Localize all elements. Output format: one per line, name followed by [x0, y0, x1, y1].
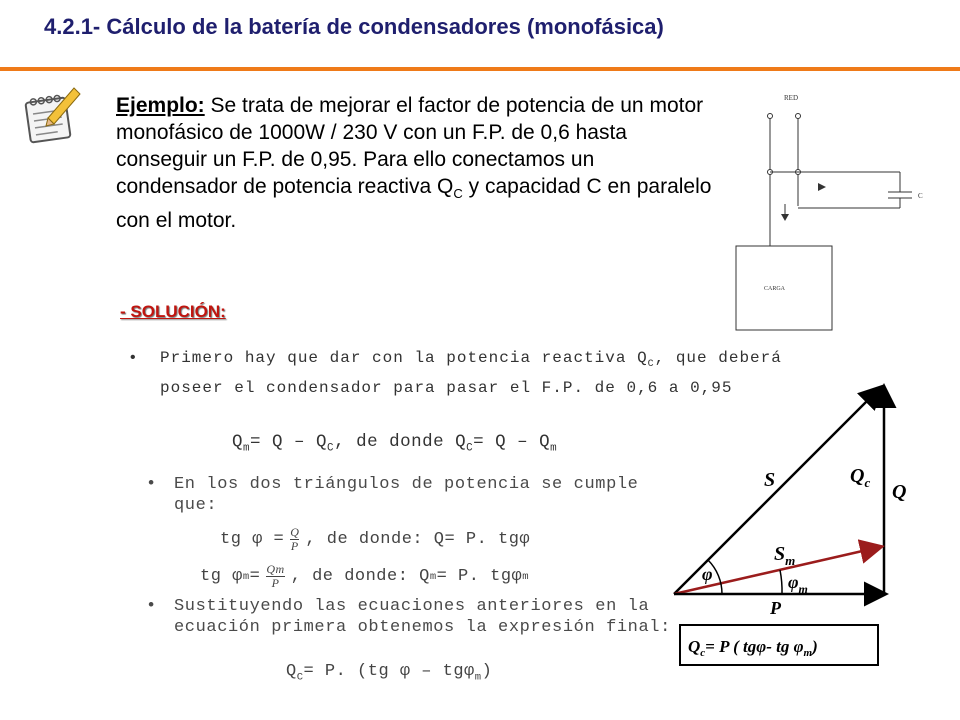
label-phi: φ — [702, 564, 713, 584]
equation-final: $Q_C= P$. (tg φ – tgφ$_m$) — [286, 662, 493, 684]
bullet-dot: • — [146, 597, 157, 616]
bullet-3 — [146, 596, 686, 638]
example-text: Se trata de mejorar el factor de potencia de un motor monofásico de 1000W / 230 V con un F.P. de 0,6 hasta conseguir un F.P. de 0,95. Para ello conectamos un condensador de potencia reactiva Q — [116, 94, 704, 198]
circuit-load-label: CARGA — [764, 286, 786, 292]
circuit-red-label: RED — [784, 94, 798, 102]
solution-heading: - SOLUCIÓN: — [120, 302, 226, 321]
label-s: S — [764, 469, 776, 491]
bullet-2 — [146, 474, 666, 516]
example-label: Ejemplo: — [116, 94, 205, 117]
bullet-1-text: Primero hay que dar con la potencia reactiva Q — [160, 349, 648, 367]
bullet-1-sub: C — [647, 358, 655, 370]
example-paragraph — [116, 92, 716, 234]
bullet-dot: • — [146, 475, 157, 494]
equation-tg-phi-m: tg φ m = $\frac{Qm}{P}$ , de donde: Q m = P. tgφ m — [200, 562, 530, 590]
title-divider — [0, 67, 960, 71]
equation-tg-phi: tg φ = $\frac{Q}{P}$ , de donde: Q= P. tgφ — [220, 525, 531, 553]
example-sub: C — [453, 186, 463, 202]
formula-text: $Q_c= P$ ( tgφ- tg $\varphi_m$) — [688, 637, 818, 659]
notepad-pencil-icon — [22, 86, 84, 148]
circuit-diagram — [730, 86, 940, 336]
equation-qc: $Q_m= Q - Q_C$, de donde $Q_C= Q - Q_m$ — [232, 432, 558, 455]
label-p: P — [770, 598, 781, 618]
bullet-dot: • — [128, 349, 138, 367]
circuit-cap-label: C — [918, 192, 923, 200]
label-q: Q — [892, 481, 907, 503]
power-triangle-diagram — [660, 374, 950, 694]
example-text-end: y capacidad C en paralelo con el motor. — [116, 175, 712, 233]
page-title: 4.2.1- Cálculo de la batería de condensadores (monofásica) — [44, 14, 664, 39]
bullet-2-text: En los dos triángulos de potencia se cumple que: — [174, 475, 639, 515]
label-qc: $Q_c$ — [850, 465, 871, 490]
bullet-1-text-end: , que deberá poseer el condensador para pasar el F.P. de 0,6 a 0,95 — [160, 349, 782, 398]
label-sm: $S_m$ — [774, 543, 796, 568]
bullet-3-text: Sustituyendo las ecuaciones anteriores en la ecuación primera obtenemos la expresión final: — [174, 597, 671, 637]
label-phi-m: $\varphi_m$ — [788, 572, 808, 596]
